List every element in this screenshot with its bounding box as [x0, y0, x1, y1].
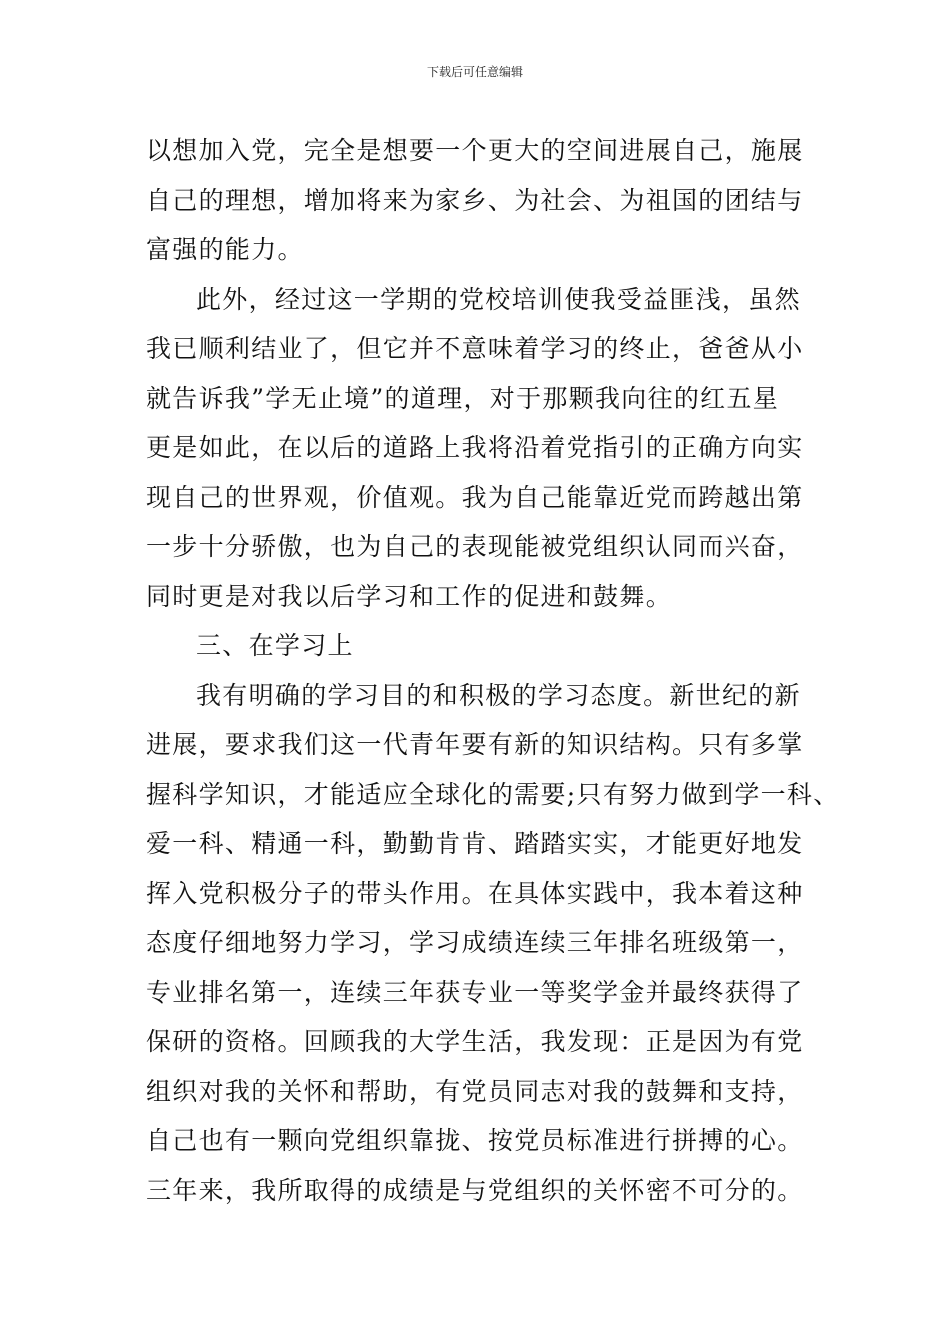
text-line: 进展，要求我们这一代青年要有新的知识结构。只有多掌 [146, 730, 804, 759]
text-line: 一步十分骄傲，也为自己的表现能被党组织认同而兴奋， [146, 532, 804, 561]
text-line: 就告诉我”学无止境”的道理，对于那颗我向往的红五星 [146, 383, 780, 413]
page-header: 下载后可任意编辑 [426, 65, 523, 79]
text-line: 保研的资格。回顾我的大学生活，我发现：正是因为有党 [146, 1027, 804, 1056]
text-line: 自己的理想，增加将来为家乡、为社会、为祖国的团结与 [146, 185, 804, 215]
text-line: 组织对我的关怀和帮助，有党员同志对我的鼓舞和支持， [146, 1076, 804, 1106]
text-line: 现自己的世界观，价值观。我为自己能靠近党而跨越出第 [146, 482, 804, 512]
text-line: 专业排名第一，连续三年获专业一等奖学金并最终获得了 [146, 977, 804, 1007]
text-line: 爱一科、精通一科，勤勤肯肯、踏踏实实，才能更好地发 [146, 829, 804, 858]
text-line: 富强的能力。 [146, 235, 304, 264]
paragraph-start-line: 我有明确的学习目的和积极的学习态度。新世纪的新 [196, 680, 801, 710]
text-line: 我已顺利结业了，但它并不意味着学习的终止，爸爸从小 [146, 334, 804, 363]
text-line: 自己也有一颗向党组织靠拢、按党员标准进行拼搏的心。 [146, 1126, 804, 1155]
section-heading: 三、在学习上 [196, 631, 354, 660]
document-body [146, 126, 840, 1215]
text-line: 以想加入党，完全是想要一个更大的空间进展自己，施展 [146, 136, 804, 165]
paragraph-start-line: 此外，经过这一学期的党校培训使我受益匪浅，虽然 [196, 284, 801, 314]
text-line: 同时更是对我以后学习和工作的促进和鼓舞。 [146, 581, 673, 611]
text-line: 握科学知识，才能适应全球化的需要;只有努力做到学一科、 [146, 779, 840, 809]
text-line: 更是如此，在以后的道路上我将沿着党指引的正确方向实 [146, 433, 804, 462]
text-line: 态度仔细地努力学习，学习成绩连续三年排名班级第一， [146, 928, 804, 957]
text-line: 挥入党积极分子的带头作用。在具体实践中，我本着这种 [146, 878, 804, 908]
text-line: 三年来，我所取得的成绩是与党组织的关怀密不可分的。 [146, 1175, 804, 1205]
